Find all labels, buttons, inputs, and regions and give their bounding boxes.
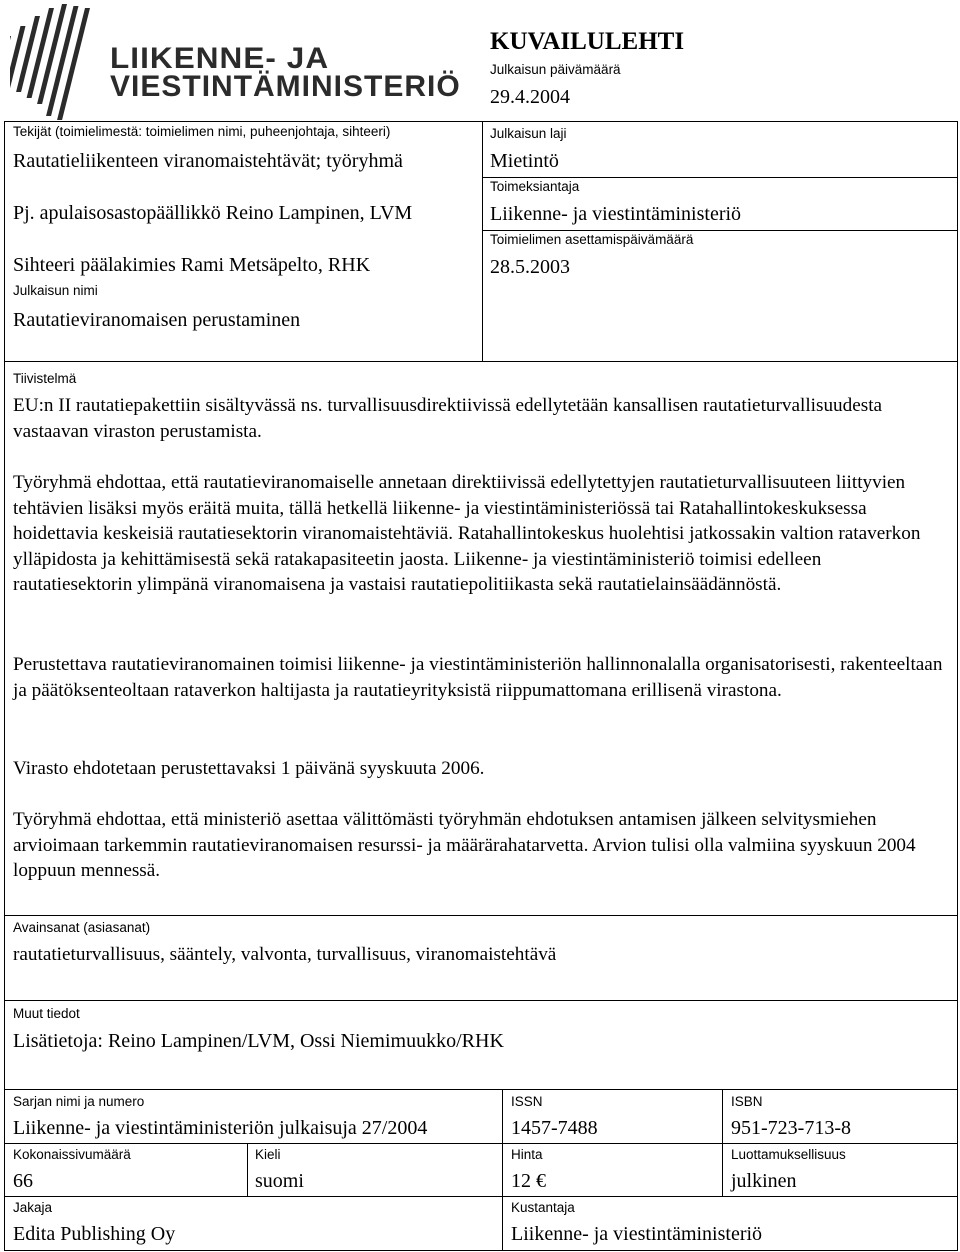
logo-stripes-icon bbox=[10, 4, 102, 120]
appointed-date-value: 28.5.2003 bbox=[490, 256, 570, 278]
header-bottom-divider bbox=[4, 361, 958, 362]
right-border bbox=[957, 121, 958, 1251]
keywords-label: Avainsanat (asiasanat) bbox=[13, 920, 151, 935]
language-label: Kieli bbox=[255, 1147, 281, 1162]
authors-line-1: Rautatieliikenteen viranomaistehtävät; työryhmä bbox=[13, 150, 403, 172]
appointed-date-label: Toimielimen asettamispäivämäärä bbox=[490, 232, 694, 247]
commissioner-value: Liikenne- ja viestintäministeriö bbox=[490, 203, 742, 225]
summary-label: Tiivistelmä bbox=[13, 371, 77, 386]
publication-date-label: Julkaisun päivämäärä bbox=[490, 62, 621, 77]
type-divider bbox=[482, 177, 958, 178]
publication-date-value: 29.4.2004 bbox=[490, 86, 570, 108]
authors-line-2: Pj. apulaisosastopäällikkö Reino Lampinen, LVM bbox=[13, 202, 413, 224]
table-col-divider-b bbox=[722, 1089, 723, 1196]
table-row-divider-1 bbox=[4, 1143, 958, 1144]
pages-label: Kokonaissivumäärä bbox=[13, 1147, 131, 1162]
top-divider bbox=[4, 121, 958, 122]
header-column-divider bbox=[482, 121, 483, 361]
authors-line-3: Sihteeri päälakimies Rami Metsäpelto, RHK bbox=[13, 254, 371, 276]
other-info-value: Lisätietoja: Reino Lampinen/LVM, Ossi Niemimuukko/RHK bbox=[13, 1030, 504, 1052]
table-col-divider-c bbox=[247, 1143, 248, 1196]
isbn-value: 951-723-713-8 bbox=[731, 1117, 851, 1139]
language-value: suomi bbox=[255, 1170, 304, 1192]
pages-value: 66 bbox=[13, 1170, 33, 1192]
distributor-label: Jakaja bbox=[13, 1200, 53, 1215]
other-top-divider bbox=[4, 1000, 958, 1001]
keywords-value: rautatieturvallisuus, sääntely, valvonta, turvallisuus, viranomaistehtävä bbox=[13, 944, 557, 965]
publication-name-value: Rautatieviranomaisen perustaminen bbox=[13, 309, 301, 331]
confidentiality-label: Luottamuksellisuus bbox=[731, 1147, 846, 1162]
issn-label: ISSN bbox=[511, 1094, 543, 1109]
distributor-value: Edita Publishing Oy bbox=[13, 1223, 176, 1245]
price-label: Hinta bbox=[511, 1147, 543, 1162]
table-bottom-divider bbox=[4, 1250, 958, 1251]
issn-value: 1457-7488 bbox=[511, 1117, 598, 1139]
summary-paragraph-5: Työryhmä ehdottaa, että ministeriö asettaa välittömästi työryhmän ehdotuksen antamisen jälkeen selvitysmiehen arvioimaan tarkemmin rautatieviranomaisen resurssi- ja määrärahatarvetta. Arvion tulisi olla valmiina syyskuun 2004 loppuun mennessä. bbox=[13, 809, 916, 881]
summary-paragraph-3: Perustettava rautatieviranomainen toimisi liikenne- ja viestintäministeriön hallinnonalalla organisatorisesti, rakenteeltaan ja päätöksenteoltaan rataverkon haltijasta ja rautatieyrityksistä riippumattomana erillisenä virastona. bbox=[13, 654, 943, 701]
table-col-divider-a bbox=[502, 1089, 503, 1250]
series-label: Sarjan nimi ja numero bbox=[13, 1094, 145, 1109]
publication-type-value: Mietintö bbox=[490, 150, 559, 172]
confidentiality-value: julkinen bbox=[731, 1170, 797, 1192]
logo-text-line1: LIIKENNE- JA bbox=[110, 42, 330, 75]
ministry-logo bbox=[10, 4, 461, 120]
other-info-label: Muut tiedot bbox=[13, 1006, 80, 1021]
summary-paragraph-4: Virasto ehdotetaan perustettavaksi 1 päivänä syyskuuta 2006. bbox=[13, 758, 485, 779]
commissioner-label: Toimeksiantaja bbox=[490, 179, 580, 194]
document-title: KUVAILULEHTI bbox=[490, 28, 685, 55]
publication-type-label: Julkaisun laji bbox=[490, 126, 567, 141]
summary-paragraph-1: EU:n II rautatiepakettiin sisältyvässä ns. turvallisuusdirektiivissä edellytetään kansallisen rautatieturvallisuudesta vastaavan viraston perustamista. bbox=[13, 395, 883, 442]
commissioner-divider bbox=[482, 230, 958, 231]
table-row-divider-2 bbox=[4, 1196, 958, 1197]
left-border bbox=[4, 121, 5, 1251]
publisher-value: Liikenne- ja viestintäministeriö bbox=[511, 1223, 763, 1245]
keywords-top-divider bbox=[4, 915, 958, 916]
series-value: Liikenne- ja viestintäministeriön julkaisuja 27/2004 bbox=[13, 1117, 428, 1139]
publication-name-label: Julkaisun nimi bbox=[13, 283, 98, 298]
logo-text-line2: VIESTINTÄMINISTERIÖ bbox=[110, 70, 461, 103]
table-top-divider bbox=[4, 1089, 958, 1090]
summary-paragraph-2: Työryhmä ehdottaa, että rautatieviranomaiselle annetaan direktiivissä edellytettyjen rautatieturvallisuuteen liittyvien tehtävien lisäksi myös eräitä muita, tällä hetkellä liikenne- ja viestintäministeriössä tai Ratahallintokeskuksessa hoidettavia keskeisiä rautatiesektorin viranomaistehtäviä. Ratahallintokeskus huolehtisi jatkossakin valtion rataverkon ylläpidosta ja kehittämisestä sekä ratakapasiteetin jaosta. Liikenne- ja viestintäministeriö toimisi edelleen rautatiesektorin ylimpänä viranomaisena ja vastaisi rautatiepolitiikasta sekä rautatielainsäädännöstä. bbox=[13, 472, 921, 595]
isbn-label: ISBN bbox=[731, 1094, 763, 1109]
publisher-label: Kustantaja bbox=[511, 1200, 575, 1215]
authors-label: Tekijät (toimielimestä: toimielimen nimi, puheenjohtaja, sihteeri) bbox=[13, 124, 391, 139]
price-value: 12 € bbox=[511, 1170, 546, 1192]
